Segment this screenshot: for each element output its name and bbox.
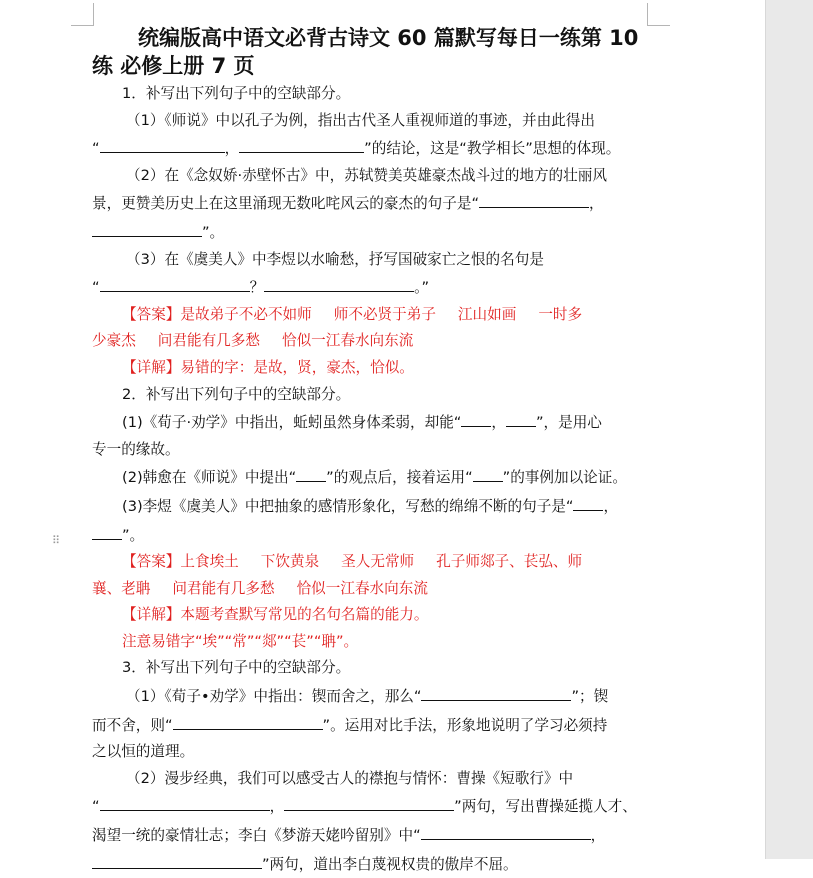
window-gutter [765, 0, 813, 859]
answer-blank[interactable] [100, 273, 250, 292]
document-title: 统编版高中语文必背古诗文 60 篇默写每日一练第 10 练 必修上册 7 页 [92, 26, 639, 78]
question-line: 而不舍，则“ ”。运用对比手法，形象地说明了学习必须持 [92, 711, 647, 740]
answer-blank[interactable] [173, 711, 323, 730]
margin-corner-mark [71, 3, 94, 26]
question-line: 之以恒的道理。 [92, 743, 195, 761]
answer-blank[interactable] [100, 792, 270, 811]
question-line: “ ？ 。” [92, 273, 647, 302]
question-line: 景，更赞美历史上在这里涌现无数叱咤风云的豪杰的句子是“ ， [92, 189, 647, 218]
question-line: （2）在《念奴娇·赤壁怀古》中，苏轼赞美英雄豪杰战斗过的地方的壮丽风 [126, 166, 607, 184]
answer-line: 襄、老聃 问君能有几多愁 恰似一江春水向东流 [92, 579, 428, 597]
detail-line: 注意易错字“埃”“常”“郯”“苌”“聃”。 [122, 632, 359, 650]
question-line: 渴望一统的豪情壮志；李白《梦游天姥吟留别》中“ ， [92, 821, 647, 850]
question-line: ”。 [92, 218, 647, 247]
answer-blank[interactable] [264, 273, 414, 292]
question-line: (3)李煜《虞美人》中把抽象的感情形象化，写愁的绵绵不断的句子是“ ， [92, 492, 647, 521]
answer-blank[interactable] [92, 521, 122, 540]
answer-blank[interactable] [421, 821, 591, 840]
answer-blank[interactable] [92, 850, 262, 869]
question-line: ”两句，道出李白蔑视权贵的傲岸不屈。 [92, 850, 647, 878]
margin-corner-mark [647, 3, 670, 26]
question-line: （2）漫步经典，我们可以感受古人的襟抱与情怀：曹操《短歌行》中 [126, 769, 574, 787]
answer-blank[interactable] [92, 218, 202, 237]
answer-blank[interactable] [284, 792, 454, 811]
question-stem: 3．补写出下列句子中的空缺部分。 [122, 659, 351, 677]
answer-blank[interactable] [296, 463, 326, 482]
answer-line: 【答案】上食埃土 下饮黄泉 圣人无常师 孔子师郯子、苌弘、师 [122, 553, 583, 571]
question-line: （3）在《虞美人》中李煜以水喻愁，抒写国破家亡之恨的名句是 [126, 250, 544, 268]
answer-blank[interactable] [506, 408, 536, 427]
answer-blank[interactable] [473, 463, 503, 482]
detail-line: 【详解】本题考查默写常见的名句名篇的能力。 [122, 606, 429, 624]
question-line: （1）《师说》中以孔子为例，指出古代圣人重视师道的事迹，并由此得出 [126, 111, 595, 129]
answer-line: 【答案】是故弟子不必不如师 师不必贤于弟子 江山如画 一时多 [122, 305, 583, 323]
answer-blank[interactable] [421, 682, 571, 701]
detail-line: 【详解】易错的字：是故，贤，豪杰，恰似。 [122, 358, 414, 376]
answer-blank[interactable] [100, 134, 225, 153]
answer-blank[interactable] [239, 134, 364, 153]
question-line: 专一的缘故。 [92, 440, 180, 458]
answer-blank[interactable] [479, 189, 589, 208]
question-line: ”。 [92, 521, 647, 550]
question-line: “ ， ”两句，写出曹操延揽人才、 [92, 792, 647, 821]
answer-blank[interactable] [461, 408, 491, 427]
question-line: （1）《荀子•劝学》中指出：锲而舍之，那么“ ”；锲 [92, 682, 647, 711]
question-stem: 2．补写出下列句子中的空缺部分。 [122, 385, 351, 403]
question-line: (2)韩愈在《师说》中提出“ ”的观点后，接着运用“ ”的事例加以论证。 [92, 463, 647, 492]
answer-line: 少豪杰 问君能有几多愁 恰似一江春水向东流 [92, 332, 414, 350]
answer-blank[interactable] [573, 492, 603, 511]
document-body[interactable] [92, 24, 647, 878]
drag-handle-icon[interactable]: ⠿ [52, 534, 62, 547]
question-line: (1)《荀子·劝学》中指出，蚯蚓虽然身体柔弱，却能“ ， ”，是用心 [92, 408, 647, 437]
question-stem: 1．补写出下列句子中的空缺部分。 [122, 85, 351, 102]
question-line: “ ， ”的结论，这是“教学相长”思想的体现。 [92, 134, 647, 163]
